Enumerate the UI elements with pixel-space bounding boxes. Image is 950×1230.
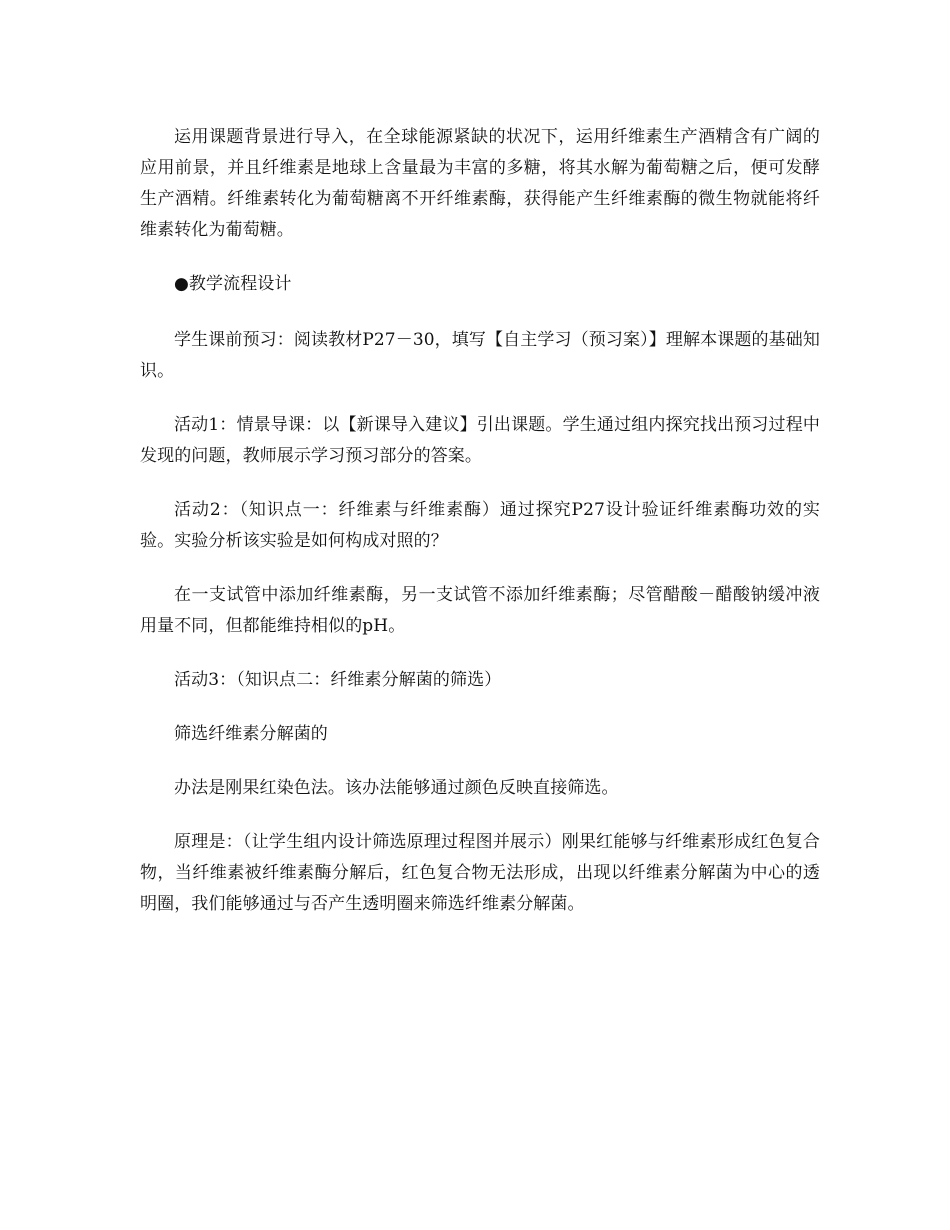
paragraph-activity-2: 活动2：（知识点一：纤维素与纤维素酶）通过探究P27设计验证纤维素酶功效的实验。实验分析该实验是如何构成对照的？ [140, 500, 820, 551]
paragraph-principle: 原理是：（让学生组内设计筛选原理过程图并展示）刚果红能够与纤维素形成红色复合物，当纤维素被纤维素酶分解后，红色复合物无法形成，出现以纤维素分解菌为中心的透明圈，我们能够通过与否产生透明圈来筛选纤维素分解菌。 [140, 832, 820, 914]
section-heading-teaching-flow: ●教学流程设计 [174, 274, 292, 294]
document-body [140, 122, 820, 943]
paragraph-intro: 运用课题背景进行导入，在全球能源紧缺的状况下，运用纤维素生产酒精含有广阔的应用前景，并且纤维素是地球上含量最为丰富的多糖，将其水解为葡萄糖之后，便可发酵生产酒精。纤维素转化为葡萄糖离不开纤维素酶，获得能产生纤维素酶的微生物就能将纤维素转化为葡萄糖。 [140, 127, 820, 240]
paragraph-screening-title: 筛选纤维素分解菌的 [174, 724, 328, 744]
paragraph-activity-1: 活动1：情景导课：以【新课导入建议】引出课题。学生通过组内探究找出预习过程中发现的问题，教师展示学习预习部分的答案。 [140, 415, 820, 466]
paragraph-control-experiment: 在一支试管中添加纤维素酶，另一支试管不添加纤维素酶；尽管醋酸－醋酸钠缓冲液用量不同，但都能维持相似的pH。 [140, 585, 820, 636]
paragraph-preview: 学生课前预习：阅读教材P27－30，填写【自主学习（预习案）】理解本课题的基础知识。 [140, 330, 820, 381]
paragraph-activity-3: 活动3：（知识点二：纤维素分解菌的筛选） [174, 670, 502, 690]
paragraph-screening-method: 办法是刚果红染色法。该办法能够通过颜色反映直接筛选。 [174, 778, 619, 798]
